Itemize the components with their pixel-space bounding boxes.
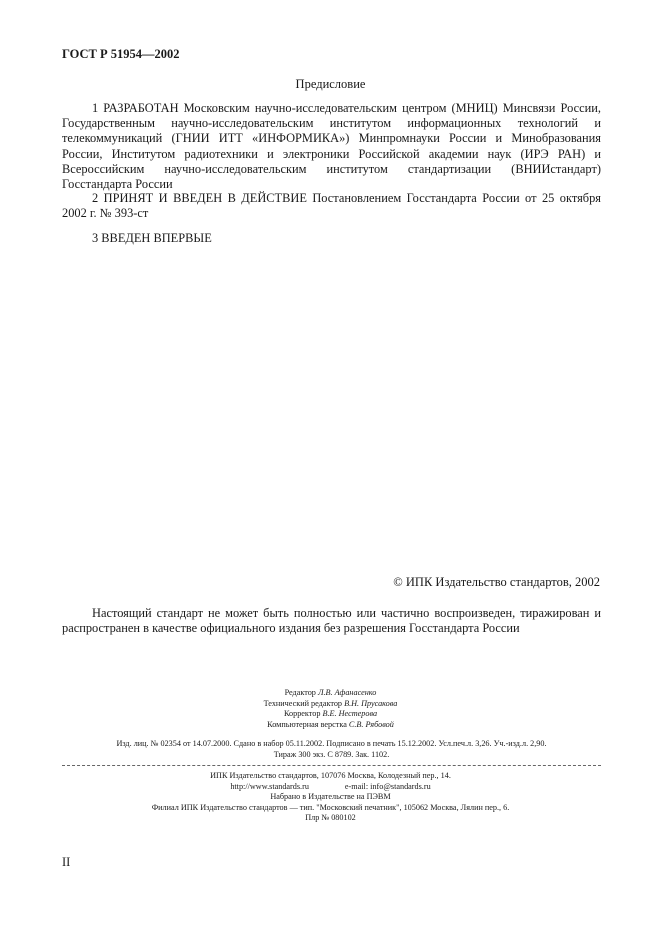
print-info: [62, 739, 601, 760]
credit-proofreader: [0, 709, 661, 720]
preface-item-2-lead: 2 ПРИНЯТ И ВВЕДЕН В ДЕЙСТВИЕ: [92, 191, 307, 205]
credit-editor: [0, 688, 661, 699]
credit-role: Компьютерная верстка: [267, 719, 347, 729]
credit-role: Технический редактор: [263, 698, 343, 708]
publisher-contacts: [0, 782, 661, 793]
preface-item-1: [62, 101, 601, 192]
publisher-license: Плр № 080102: [305, 813, 356, 823]
preface-item-1-lead: 1 РАЗРАБОТАН: [92, 101, 179, 115]
preface-item-2: [62, 191, 601, 221]
credit-name: Л.В. Афанасенко: [317, 688, 377, 697]
publisher-address: ИПК Издательство стандартов, 107076 Москва, Колодезный пер., 14.: [210, 771, 451, 780]
credit-name: В.Е. Нестерова: [322, 709, 378, 719]
publisher-typeset: Набрано в Издательстве на ПЭВМ: [270, 792, 391, 802]
publisher-branch: Филиал ИПК Издательство стандартов — тип. "Московский печатник", 105062 Москва, Лялин пер., 6.: [151, 802, 510, 812]
credit-role: Корректор: [283, 709, 321, 719]
page-number: II: [62, 855, 71, 869]
standard-code: ГОСТ Р 51954—2002: [62, 47, 180, 61]
publisher-email: e-mail: info@standards.ru: [344, 781, 431, 791]
reproduction-notice: Настоящий стандарт не может быть полностью или частично воспроизведен, тиражирован и распространен в качестве официального издания без разрешения Госстандарта России: [62, 606, 601, 636]
editorial-credits: [0, 688, 661, 730]
publisher-info: [0, 771, 661, 824]
preface-item-1-text: Московским научно-исследовательским центром (МНИЦ) Минсвязи России, Государственным научно-исследовательским институтом информационных технологий и телекоммуникаций (ГНИИ ИТТ «ИНФОРМИКА») Минпромнауки России и Минобразования России, Институтом радиотехники и электроники Российской академии наук (ИРЭ РАН) и Всероссийским научно-исследовательским институтом стандартизации (ВНИИстандарт) Госстандарта России: [62, 101, 601, 192]
credit-name: В.Н. Прусакова: [344, 698, 398, 708]
credit-layout: [0, 720, 661, 731]
print-info-line-2: Тираж 300 экз. С 8789. Зак. 1102.: [273, 749, 390, 759]
publisher-website: http://www.standards.ru: [230, 781, 309, 791]
preface-item-3-lead: 3 ВВЕДЕН ВПЕРВЫЕ: [92, 231, 212, 245]
credit-name: С.В. Рябовой: [348, 719, 394, 729]
divider-line: [62, 765, 601, 766]
copyright-line: © ИПК Издательство стандартов, 2002: [393, 575, 600, 589]
preface-item-2-text: Постановлением Госстандарта России от 25 октября 2002 г. № 393-ст: [62, 191, 601, 221]
preface-item-3: [62, 231, 601, 246]
print-info-line-1: Изд. лиц. № 02354 от 14.07.2000. Сдано в набор 05.11.2002. Подписано в печать 15.12.2002. Усл.печ.л. 3,26. Уч.-изд.л. 2,90.: [116, 739, 547, 748]
credit-technical-editor: [0, 699, 661, 710]
credit-role: Редактор: [284, 688, 316, 697]
preface-title: Предисловие: [295, 77, 366, 91]
